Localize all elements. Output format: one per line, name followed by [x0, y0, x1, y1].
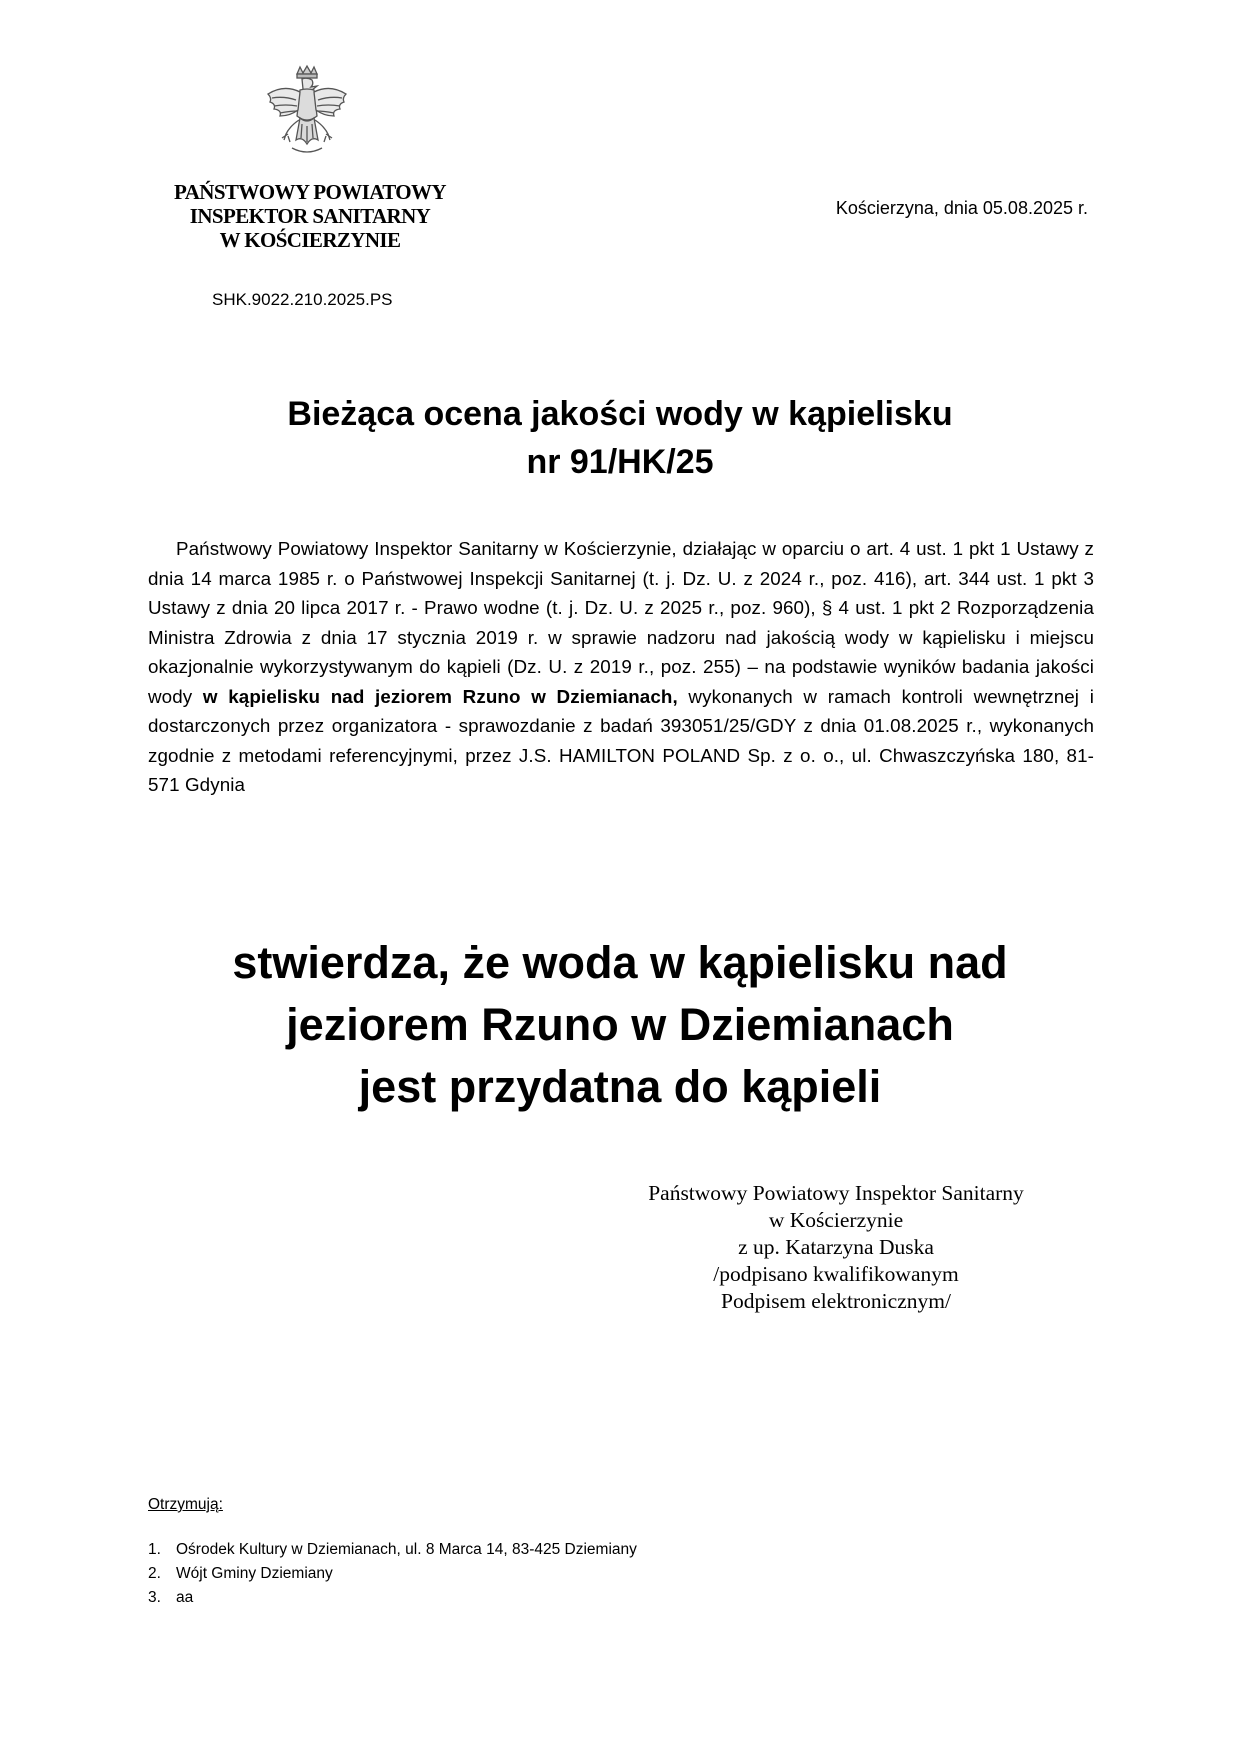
list-item-text: Ośrodek Kultury w Dziemianach, ul. 8 Marca 14, 83-425 Dziemiany	[176, 1541, 637, 1558]
signature-line: /podpisano kwalifikowanym	[713, 1262, 959, 1286]
office-name-line: W KOŚCIERZYNIE	[219, 228, 401, 252]
recipients-list	[148, 1538, 637, 1610]
recipients-label: Otrzymują:	[148, 1496, 223, 1513]
body-text-part: Państwowy Powiatowy Inspektor Sanitarny w Kościerzynie, działając w oparciu o art. 4 ust. 1 pkt 1 Ustawy z dnia 14 marca 1985 r. o Państwowej Inspekcji Sanitarnej (t. j. Dz. U. z 2024 r., poz. 416), art. 344 ust. 1 pkt 3 Ustawy z dnia 20 lipca 2017 r. - Prawo wodne (t. j. Dz. U. z 2025 r., poz. 960), § 4 ust. 1 pkt 2 Rozporządzenia Ministra Zdrowia z dnia 17 stycznia 2019 r. w sprawie nadzoru nad jakością wody w kąpielisku i miejscu okazjonalnie wykorzystywanym do kąpieli (Dz. U. z 2019 r., poz. 255) – na podstawie wyników badania jakości wody	[148, 538, 1094, 707]
signature-line: Państwowy Powiatowy Inspektor Sanitarny	[648, 1181, 1024, 1205]
place-date: Kościerzyna, dnia 05.08.2025 r.	[835, 198, 1088, 218]
body-text-part: wykonanych w ramach kontroli wewnętrznej i dostarczonych przez organizatora - sprawozdanie z badań 393051/25/GDY z dnia 01.08.2025 r., wykonanych zgodnie z metodami referencyjnymi, przez J.S. HAMILTON POLAND Sp. z o. o., ul. Chwaszczyńska 180, 81-571 Gdynia	[148, 685, 1094, 795]
list-item-number: 2.	[148, 1565, 161, 1582]
office-name	[150, 180, 470, 252]
verdict-statement	[100, 932, 1140, 1118]
list-item-number: 3.	[148, 1589, 161, 1606]
signature-line: w Kościerzynie	[768, 1208, 904, 1232]
body-paragraph	[148, 534, 1094, 800]
reference-number: SHK.9022.210.2025.PS	[212, 290, 393, 309]
office-name-line: INSPEKTOR SANITARNY	[189, 204, 431, 228]
signature-line: Podpisem elektronicznym/	[721, 1289, 951, 1313]
list-item	[148, 1538, 637, 1562]
body-text-bold: w kąpielisku nad jeziorem Rzuno w Dziemianach,	[202, 685, 678, 707]
list-item-text: aa	[176, 1589, 194, 1606]
list-item-number: 1.	[148, 1541, 161, 1558]
title-line: nr 91/HK/25	[526, 443, 714, 481]
list-item	[148, 1586, 637, 1610]
title-line: Bieżąca ocena jakości wody w kąpielisku	[287, 395, 953, 433]
signature-line: z up. Katarzyna Duska	[738, 1235, 934, 1259]
verdict-line: stwierdza, że woda w kąpielisku nad	[232, 937, 1008, 988]
list-item-text: Wójt Gminy Dziemiany	[176, 1565, 333, 1582]
signature-block	[586, 1180, 1086, 1315]
list-item	[148, 1562, 637, 1586]
verdict-line: jeziorem Rzuno w Dziemianach	[286, 999, 954, 1050]
verdict-line: jest przydatna do kąpieli	[358, 1061, 882, 1112]
polish-eagle-emblem-icon	[262, 64, 352, 160]
document-title	[150, 390, 1090, 486]
office-name-line: PAŃSTWOWY POWIATOWY	[174, 180, 446, 204]
